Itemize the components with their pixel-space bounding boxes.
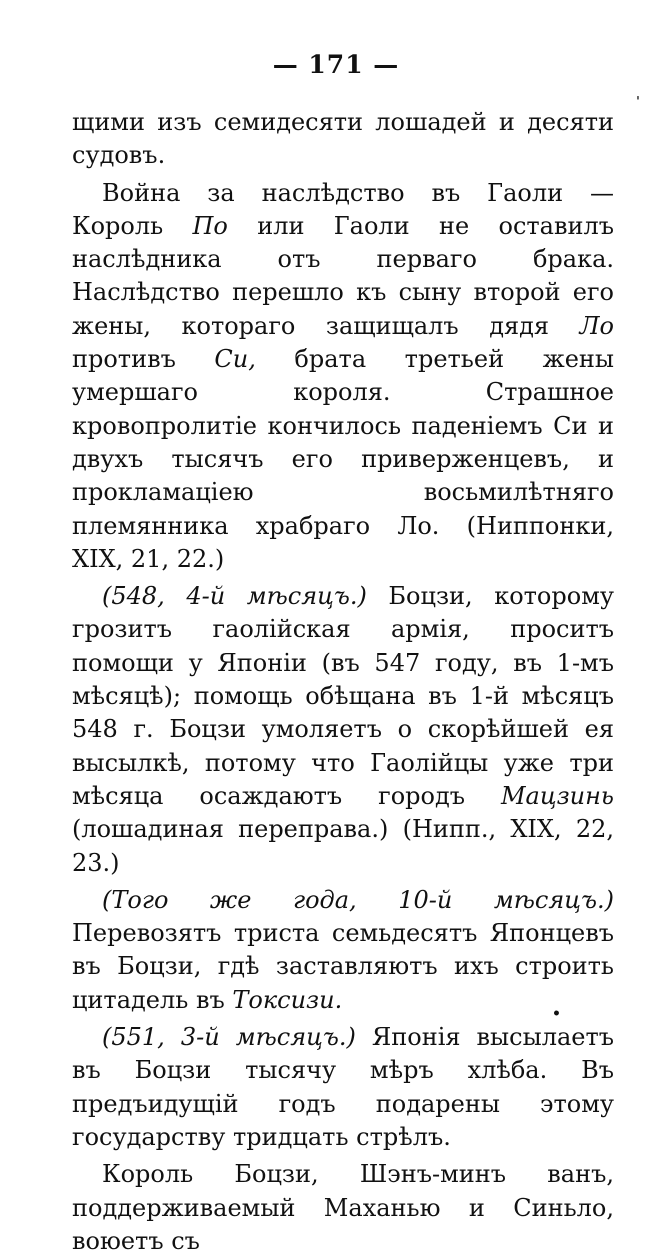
text-run: (лошадиная переправа.) (Нипп., XIX, 22, 23.): [72, 815, 614, 877]
text-run: Перевозятъ триста семьдесятъ Японцевъ въ Боцзи, гдѣ заставляютъ ихъ строить цитадель въ: [72, 919, 614, 1014]
paragraph-king-boczi: [72, 1158, 614, 1258]
paragraph-same-year: [72, 884, 614, 1017]
margin-mark: •: [552, 1006, 561, 1022]
italic-name: Си,: [214, 345, 256, 374]
paragraph-continuation: [72, 106, 614, 173]
italic-name: Ло: [579, 311, 614, 340]
italic-date: (548, 4-й мѣсяцъ.): [102, 582, 367, 611]
text-run: или Гаоли не оставилъ наслѣдника отъ перваго брака. Наслѣдство перешло къ сыну второй его жены, котораго защищалъ дядя: [72, 211, 615, 340]
paragraph-succession-war: [72, 177, 614, 577]
italic-name: Токсизи.: [232, 985, 343, 1014]
text-run: Боцзи, которому грозитъ гаолійская армія, проситъ помощи у Японіи (въ 547 году, въ 1-мъ мѣсяцѣ); помощь обѣщана въ 1-й мѣсяцъ 548 г. Боцзи умоляетъ о скорѣйшей ея высылкѣ, потому что Гаолійцы уже три мѣсяца осаждаютъ городъ: [72, 582, 614, 810]
text-run: противъ: [72, 345, 215, 374]
text-run: Король Боцзи, Шэнъ-минъ ванъ, поддерживаемый Маханью и Синьло, воюетъ съ: [72, 1160, 614, 1255]
body-text: [72, 106, 614, 1258]
margin-mark: ˌ: [636, 86, 640, 102]
text-run: Японія высылаетъ въ Боцзи тысячу мѣръ хлѣба. Въ предъидущій годъ подарены этому государству тридцать стрѣлъ.: [72, 1023, 614, 1151]
italic-date: (Того же года, 10-й мѣсяцъ.): [102, 885, 614, 914]
paragraph-548: [72, 580, 614, 880]
text-run: Война за наслѣдство въ Гаоли — Король: [72, 178, 614, 240]
text-run: щими изъ семидесяти лошадей и десяти судовъ.: [72, 108, 614, 170]
italic-name: Мацзинь: [500, 781, 614, 810]
italic-date: (551, 3-й мѣсяцъ.): [102, 1023, 356, 1052]
italic-name: По: [192, 211, 228, 240]
page-number: — 171 —: [272, 50, 400, 79]
paragraph-551: [72, 1021, 614, 1154]
text-run: брата третьей жены умершаго короля. Страшное кровопролитіе кончилось паденіемъ Си и двухъ тысячъ его приверженцевъ, и прокламаціею восьмилѣтняго племянника храбраго Ло. (Ниппонки, XIX, 21, 22.): [72, 345, 614, 573]
